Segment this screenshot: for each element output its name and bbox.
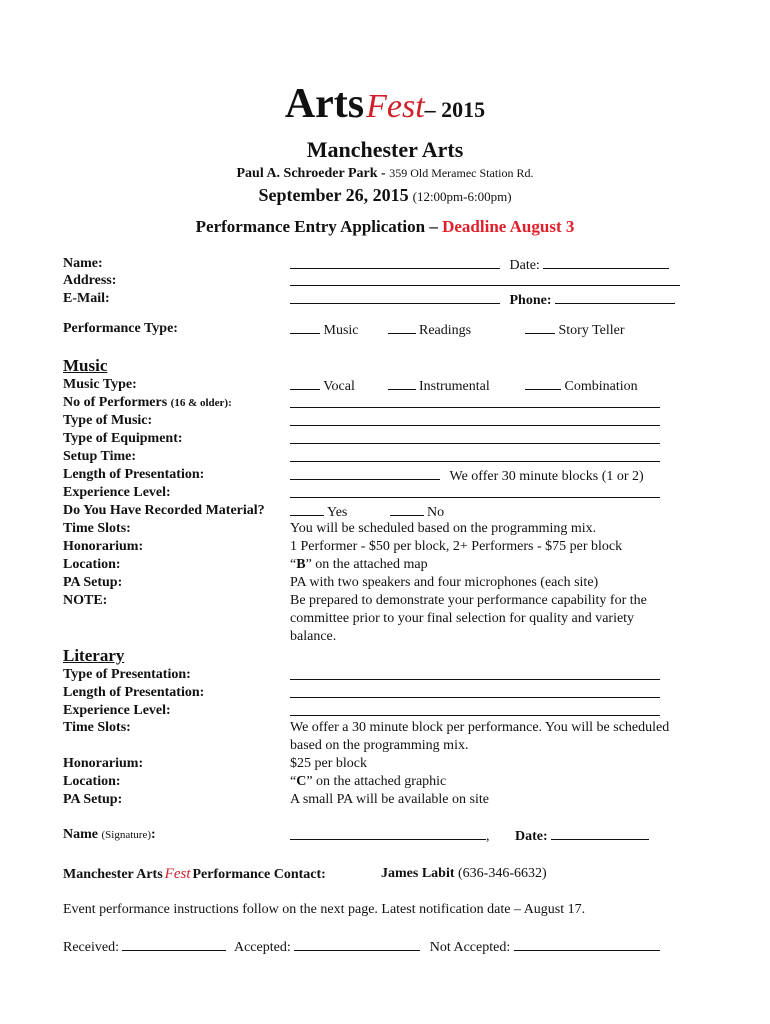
- address-row: [290, 273, 680, 291]
- contact-fest-logo: Fest: [164, 866, 191, 882]
- music-note-line-2: committee prior to your final selection for quality and variety: [290, 611, 635, 626]
- instructions-text: Event performance instructions follow on the next page. Latest notification date – August 17.: [63, 902, 586, 917]
- literary-heading: Literary: [63, 646, 125, 665]
- event-time: (12:00pm-6:00pm): [412, 189, 512, 204]
- contact-suffix: Performance Contact:: [192, 867, 326, 882]
- application-title-text: Performance Entry Application –: [195, 217, 438, 236]
- literary-type-field[interactable]: [290, 667, 660, 680]
- music-length-field[interactable]: [290, 467, 440, 480]
- recorded-material-options: [290, 503, 444, 521]
- email-label: E-Mail:: [63, 291, 110, 306]
- literary-timeslots-line-1: We offer a 30 minute block per performance. You will be scheduled: [290, 720, 670, 735]
- music-honorarium-value: 1 Performer - $50 per block, 2+ Performers - $75 per block: [290, 539, 623, 554]
- signature-date-label: Date:: [515, 829, 548, 844]
- signature-field[interactable]: [290, 827, 486, 840]
- not-accepted-field[interactable]: [514, 938, 660, 951]
- music-note-label: NOTE:: [63, 593, 108, 608]
- event-date-line: [0, 185, 770, 206]
- option-yes[interactable]: Yes: [290, 503, 386, 521]
- literary-experience-row: [290, 703, 660, 721]
- literary-honorarium-value: $25 per block: [290, 756, 367, 771]
- literary-length-row: [290, 685, 660, 703]
- performers-row: [290, 395, 660, 413]
- literary-type-row: [290, 667, 660, 685]
- contact-person: James Labit: [381, 866, 455, 881]
- option-combination[interactable]: Combination: [525, 377, 638, 395]
- accepted-label: Accepted:: [233, 940, 291, 955]
- received-label: Received:: [63, 940, 119, 955]
- literary-pa-label: PA Setup:: [63, 792, 123, 807]
- venue-name: Paul A. Schroeder Park -: [236, 166, 386, 181]
- music-length-label: Length of Presentation:: [63, 467, 205, 482]
- type-of-music-row: [290, 413, 660, 431]
- setup-time-row: [290, 449, 660, 467]
- email-row: [290, 291, 675, 309]
- name-label: Name:: [63, 256, 103, 271]
- music-note-line-3: balance.: [290, 629, 337, 644]
- title-year: – 2015: [424, 97, 486, 122]
- application-title: [0, 217, 770, 237]
- literary-length-field[interactable]: [290, 685, 660, 698]
- option-story-teller[interactable]: Story Teller: [525, 321, 625, 339]
- event-date: September 26, 2015: [258, 185, 409, 205]
- literary-experience-field[interactable]: [290, 703, 660, 716]
- option-readings[interactable]: Readings: [388, 321, 522, 339]
- option-music[interactable]: Music: [290, 321, 384, 339]
- music-timeslots-value: You will be scheduled based on the programming mix.: [290, 521, 597, 536]
- type-of-music-label: Type of Music:: [63, 413, 153, 428]
- performers-field[interactable]: [290, 395, 660, 408]
- performers-label: No of Performers (16 & older):: [63, 395, 232, 410]
- setup-time-field[interactable]: [290, 449, 660, 462]
- accepted-field[interactable]: [294, 938, 420, 951]
- music-type-label: Music Type:: [63, 377, 137, 392]
- equipment-label: Type of Equipment:: [63, 431, 183, 446]
- option-vocal[interactable]: Vocal: [290, 377, 384, 395]
- literary-timeslots-label: Time Slots:: [63, 720, 131, 735]
- signature-label: Name (Signature):: [63, 827, 156, 842]
- venue-address: 359 Old Meramec Station Rd.: [389, 166, 534, 180]
- signature-date-field[interactable]: [551, 827, 649, 840]
- music-location-letter: B: [296, 557, 306, 572]
- title-arts: Arts: [284, 81, 365, 127]
- contact-details: [381, 866, 547, 882]
- option-no[interactable]: No: [390, 503, 445, 521]
- performers-note: (16 & older):: [170, 397, 232, 409]
- literary-location-label: Location:: [63, 774, 121, 789]
- music-pa-value: PA with two speakers and four microphones (each site): [290, 575, 599, 590]
- music-pa-label: PA Setup:: [63, 575, 123, 590]
- received-field[interactable]: [122, 938, 226, 951]
- music-type-options: [290, 377, 638, 395]
- literary-experience-label: Experience Level:: [63, 703, 171, 718]
- contact-prefix: Manchester Arts: [63, 867, 163, 882]
- music-experience-row: [290, 485, 660, 503]
- venue-line: [0, 166, 770, 182]
- literary-pa-value: A small PA will be available on site: [290, 792, 489, 807]
- date-label: Date:: [509, 258, 540, 273]
- equipment-field[interactable]: [290, 431, 660, 444]
- music-experience-label: Experience Level:: [63, 485, 171, 500]
- literary-location-value: “C” on the attached graphic: [290, 774, 447, 789]
- name-row: [290, 256, 669, 274]
- equipment-row: [290, 431, 660, 449]
- setup-time-label: Setup Time:: [63, 449, 136, 464]
- organization-name: Manchester Arts: [306, 137, 464, 162]
- deadline-text: Deadline August 3: [442, 217, 575, 236]
- phone-field[interactable]: [555, 291, 675, 304]
- recorded-material-label: Do You Have Recorded Material?: [63, 503, 265, 518]
- literary-length-label: Length of Presentation:: [63, 685, 205, 700]
- music-timeslots-label: Time Slots:: [63, 521, 131, 536]
- literary-location-letter: C: [296, 774, 307, 789]
- title-fest-logo: Fest: [366, 88, 425, 125]
- music-length-row: [290, 467, 644, 485]
- address-field[interactable]: [290, 273, 680, 286]
- performance-contact: [63, 866, 326, 883]
- email-field[interactable]: [290, 291, 500, 304]
- signature-row: , Date:: [290, 827, 649, 845]
- literary-timeslots-line-2: based on the programming mix.: [290, 738, 469, 753]
- music-honorarium-label: Honorarium:: [63, 539, 144, 554]
- name-field[interactable]: [290, 256, 500, 269]
- signature-note: (Signature): [101, 829, 151, 841]
- address-label: Address:: [63, 273, 117, 288]
- phone-label: Phone:: [509, 293, 552, 308]
- contact-phone: (636-346-6632): [458, 866, 547, 881]
- office-use-row: [63, 938, 660, 956]
- type-of-music-field[interactable]: [290, 413, 660, 426]
- music-location-label: Location:: [63, 557, 121, 572]
- performance-type-options: [290, 321, 625, 339]
- music-heading: Music: [63, 356, 108, 375]
- event-title: [0, 80, 770, 132]
- literary-honorarium-label: Honorarium:: [63, 756, 144, 771]
- music-location-value: “B” on the attached map: [290, 557, 428, 572]
- option-instrumental[interactable]: Instrumental: [388, 377, 522, 395]
- not-accepted-label: Not Accepted:: [429, 940, 511, 955]
- literary-type-label: Type of Presentation:: [63, 667, 191, 682]
- music-experience-field[interactable]: [290, 485, 660, 498]
- music-length-note: We offer 30 minute blocks (1 or 2): [449, 469, 644, 484]
- performance-type-label: Performance Type:: [63, 321, 178, 336]
- date-field[interactable]: [543, 256, 669, 269]
- music-note-line-1: Be prepared to demonstrate your performance capability for the: [290, 593, 647, 608]
